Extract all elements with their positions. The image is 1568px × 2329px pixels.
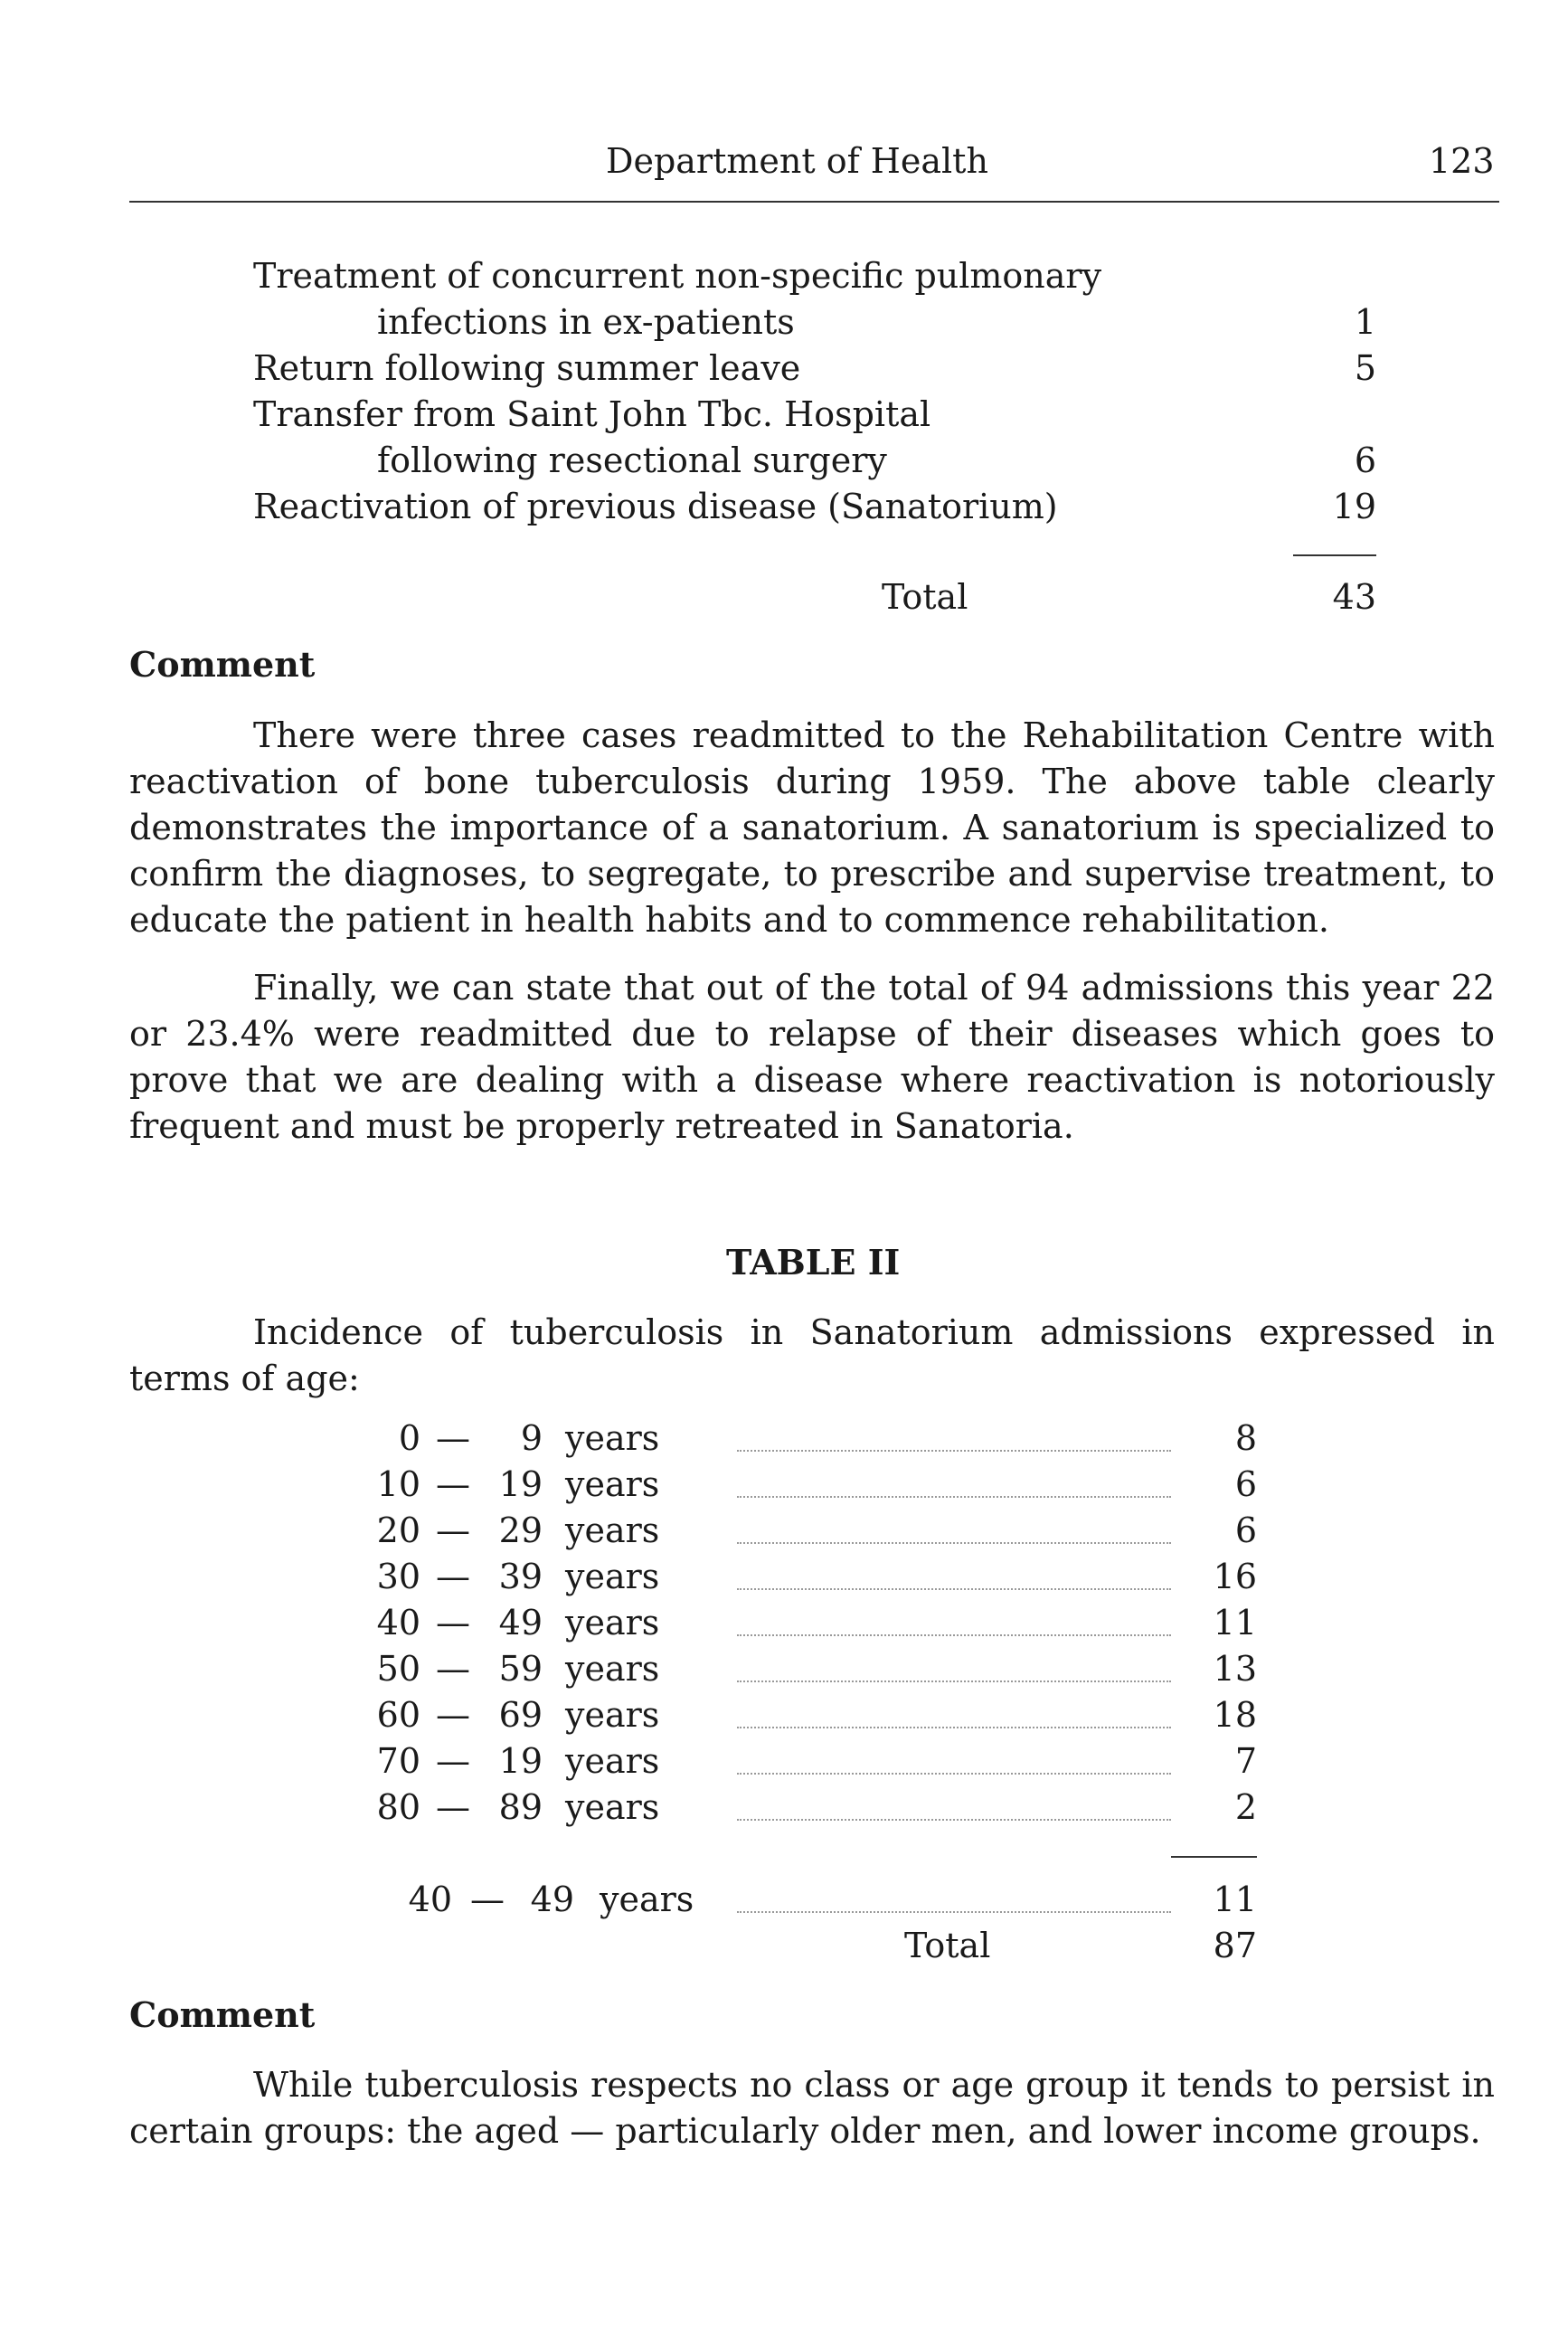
- age-unit: years: [565, 1464, 660, 1504]
- total-value: 87: [1213, 1926, 1257, 1965]
- age-to: 89: [498, 1787, 543, 1827]
- age-from: 60: [376, 1695, 420, 1735]
- age-dash: —: [436, 1741, 470, 1781]
- age-dash: —: [436, 1603, 470, 1643]
- paragraph: While tuberculosis respects no class or age group it tends to persist in certain groups: the aged — particularly older men, and lower income groups.: [129, 2065, 1495, 2151]
- age-to: 59: [498, 1649, 543, 1689]
- table-row-value: 19: [1332, 487, 1376, 526]
- leader-dots: [737, 1911, 1171, 1913]
- table-row-label: Treatment of concurrent non-specific pulmonary: [253, 256, 1102, 296]
- table-row-extra: [0, 1877, 1568, 1922]
- age-from: 40: [376, 1603, 420, 1643]
- table-row-value: 6: [1354, 440, 1376, 480]
- leader-dots: [737, 1496, 1171, 1498]
- table-row: [0, 1415, 1568, 1461]
- age-to: 29: [498, 1510, 543, 1550]
- leader-dots: [737, 1634, 1171, 1636]
- table-row-label: Transfer from Saint John Tbc. Hospital: [253, 394, 931, 434]
- age-unit: years: [565, 1649, 660, 1689]
- age-from: 40: [408, 1879, 452, 1919]
- table-row-label-cont: infections in ex-patients: [377, 302, 795, 342]
- age-count: 7: [1234, 1741, 1257, 1781]
- leader-dots: [737, 1819, 1171, 1821]
- age-dash: —: [436, 1510, 470, 1550]
- leader-dots: [737, 1680, 1171, 1682]
- age-unit: years: [565, 1787, 660, 1827]
- paragraph: Finally, we can state that out of the total of 94 admissions this year 22 or 23.4% were readmitted due to relapse of their diseases which goes to prove that we are dealing with a disease where reactivation is notoriously frequent and must be properly retreated in Sanatoria.: [129, 968, 1495, 1146]
- table-row: [0, 1462, 1568, 1507]
- total-rule: [1171, 1856, 1257, 1858]
- age-count: 11: [1213, 1879, 1257, 1919]
- table-intro: [129, 1310, 1495, 1402]
- table-title: TABLE II: [726, 1242, 901, 1283]
- running-header: Department of Health: [606, 141, 988, 181]
- table-row: [0, 1600, 1568, 1645]
- age-count: 16: [1213, 1557, 1257, 1596]
- header-rule: [129, 201, 1499, 203]
- age-from: 50: [376, 1649, 420, 1689]
- age-unit: years: [565, 1741, 660, 1781]
- age-dash: —: [470, 1879, 505, 1919]
- table-row: [0, 1646, 1568, 1691]
- table-row: [0, 1738, 1568, 1784]
- age-unit: years: [565, 1695, 660, 1735]
- age-unit: years: [565, 1510, 660, 1550]
- total-label: Total: [882, 577, 968, 617]
- age-to: 49: [498, 1603, 543, 1643]
- age-count: 13: [1213, 1649, 1257, 1689]
- table-row: [0, 1554, 1568, 1599]
- age-count: 8: [1234, 1418, 1257, 1458]
- age-unit: years: [565, 1603, 660, 1643]
- age-dash: —: [436, 1695, 470, 1735]
- total-rule: [1293, 554, 1376, 556]
- table-row-label: Return following summer leave: [253, 348, 801, 388]
- age-count: 11: [1213, 1603, 1257, 1643]
- age-from: 70: [376, 1741, 420, 1781]
- table-row: [0, 1785, 1568, 1830]
- table-row: [0, 1508, 1568, 1553]
- table-row-label-cont: following resectional surgery: [377, 440, 887, 480]
- table-row-value: 5: [1354, 348, 1376, 388]
- total-label: Total: [904, 1926, 991, 1965]
- leader-dots: [737, 1588, 1171, 1590]
- age-unit: years: [565, 1557, 660, 1596]
- age-unit: years: [565, 1418, 660, 1458]
- age-from: 0: [398, 1418, 420, 1458]
- page-number: 123: [1429, 141, 1495, 181]
- comment-heading: Comment: [129, 1994, 316, 2035]
- comment-heading: Comment: [129, 644, 316, 685]
- comment-body: [129, 713, 1495, 1150]
- table-row-value: 1: [1354, 302, 1376, 342]
- leader-dots: [737, 1542, 1171, 1544]
- comment-body: [129, 2062, 1495, 2154]
- age-from: 80: [376, 1787, 420, 1827]
- age-dash: —: [436, 1418, 470, 1458]
- age-dash: —: [436, 1557, 470, 1596]
- age-to: 49: [530, 1879, 574, 1919]
- age-unit: years: [600, 1879, 694, 1919]
- age-from: 30: [376, 1557, 420, 1596]
- total-value: 43: [1332, 577, 1376, 617]
- leader-dots: [737, 1773, 1171, 1775]
- leader-dots: [737, 1727, 1171, 1728]
- age-to: 19: [498, 1464, 543, 1504]
- age-dash: —: [436, 1464, 470, 1504]
- paragraph: Incidence of tuberculosis in Sanatorium admissions expressed in terms of age:: [129, 1312, 1495, 1398]
- table-row: [0, 1692, 1568, 1737]
- age-count: 2: [1234, 1787, 1257, 1827]
- age-dash: —: [436, 1649, 470, 1689]
- age-count: 18: [1213, 1695, 1257, 1735]
- age-dash: —: [436, 1787, 470, 1827]
- age-count: 6: [1234, 1510, 1257, 1550]
- age-to: 69: [498, 1695, 543, 1735]
- paragraph: There were three cases readmitted to the Rehabilitation Centre with reactivation of bone tuberculosis during 1959. The above table clearly demonstrates the importance of a sanatorium. A sanatorium is specialized to confirm the diagnoses, to segregate, to prescribe and supervise treatment, to educate the patient in health habits and to commence rehabilitation.: [129, 715, 1495, 940]
- age-from: 10: [376, 1464, 420, 1504]
- age-from: 20: [376, 1510, 420, 1550]
- table-row-label: Reactivation of previous disease (Sanatorium): [253, 487, 1058, 526]
- age-to: 9: [520, 1418, 543, 1458]
- age-to: 19: [498, 1741, 543, 1781]
- age-count: 6: [1234, 1464, 1257, 1504]
- leader-dots: [737, 1450, 1171, 1452]
- age-to: 39: [498, 1557, 543, 1596]
